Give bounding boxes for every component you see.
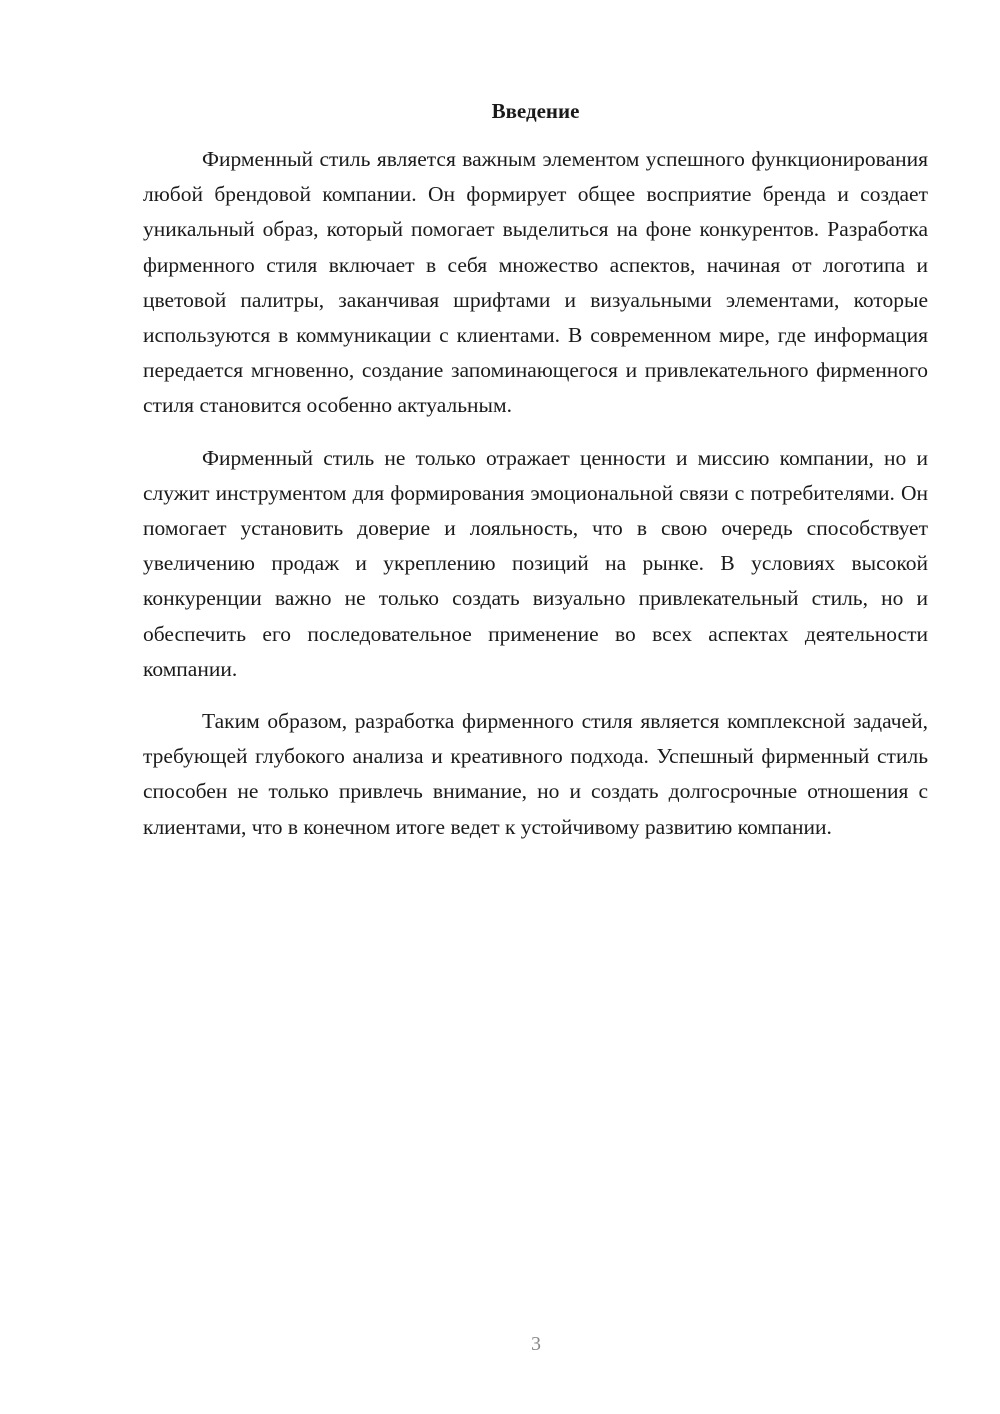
paragraph-2: Фирменный стиль не только отражает ценности и миссию компании, но и служит инструментом для формирования эмоциональной связи с потребителями. Он помогает установить доверие и лояльность, что в свою очередь способствует увеличению продаж и укреплению позиций на рынке. В условиях высокой конкуренции важно не только создать визуально привлекательный стиль, но и обеспечить его последовательное применение во всех аспектах деятельности компании. xyxy=(143,445,928,681)
page-number: 3 xyxy=(531,1333,541,1355)
section-heading: Введение xyxy=(491,99,580,123)
paragraph-1: Фирменный стиль является важным элементом успешного функционирования любой брендовой компании. Он формирует общее восприятие бренда и создает уникальный образ, который помогает выделиться на фоне конкурентов. Разработка фирменного стиля включает в себя множество аспектов, начиная от логотипа и цветовой палитры, заканчивая шрифтами и визуальными элементами, которые используются в коммуникации с клиентами. В современном мире, где информация передается мгновенно, создание запоминающегося и привлекательного фирменного стиля становится особенно актуальным. xyxy=(143,147,928,418)
paragraph-3: Таким образом, разработка фирменного стиля является комплексной задачей, требующей глубокого анализа и креативного подхода. Успешный фирменный стиль способен не только привлечь внимание, но и создать долгосрочные отношения с клиентами, что в конечном итоге ведет к устойчивому развитию компании. xyxy=(143,709,928,839)
page-content xyxy=(143,96,928,845)
